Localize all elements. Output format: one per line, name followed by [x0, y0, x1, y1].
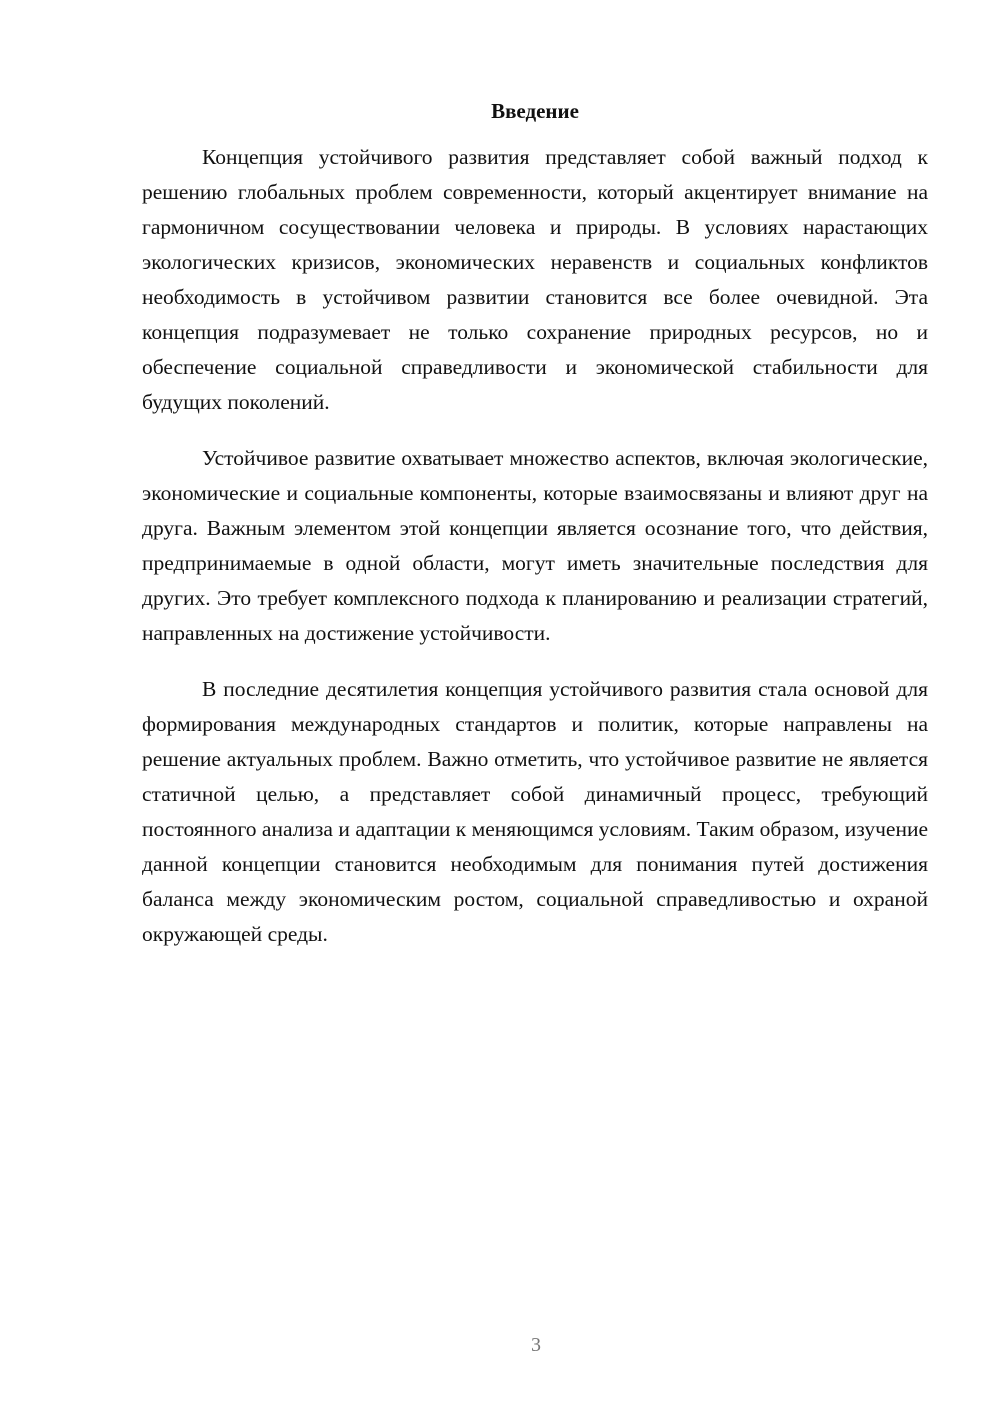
paragraph-3: В последние десятилетия концепция устойчивого развития стала основой для формирования международных стандартов и политик, которые направлены на решение актуальных проблем. Важно отметить, что устойчивое развитие не является статичной целью, а представляет собой динамичный процесс, требующий постоянного анализа и адаптации к меняющимся условиям. Таким образом, изучение данной концепции становится необходимым для понимания путей достижения баланса между экономическим ростом, социальной справедливостью и охраной окружающей среды.: [142, 677, 928, 946]
section-title: Введение: [491, 99, 579, 123]
page-content: [142, 96, 928, 973]
paragraph-2: Устойчивое развитие охватывает множество аспектов, включая экологические, экономические и социальные компоненты, которые взаимосвязаны и влияют друг на друга. Важным элементом этой концепции является осознание того, что действия, предпринимаемые в одной области, могут иметь значительные последствия для других. Это требует комплексного подхода к планированию и реализации стратегий, направленных на достижение устойчивости.: [142, 446, 928, 645]
paragraph-1: Концепция устойчивого развития представляет собой важный подход к решению глобальных проблем современности, который акцентирует внимание на гармоничном сосуществовании человека и природы. В условиях нарастающих экологических кризисов, экономических неравенств и социальных конфликтов необходимость в устойчивом развитии становится все более очевидной. Эта концепция подразумевает не только сохранение природных ресурсов, но и обеспечение социальной справедливости и экономической стабильности для будущих поколений.: [142, 145, 928, 414]
page-number: 3: [531, 1334, 541, 1356]
